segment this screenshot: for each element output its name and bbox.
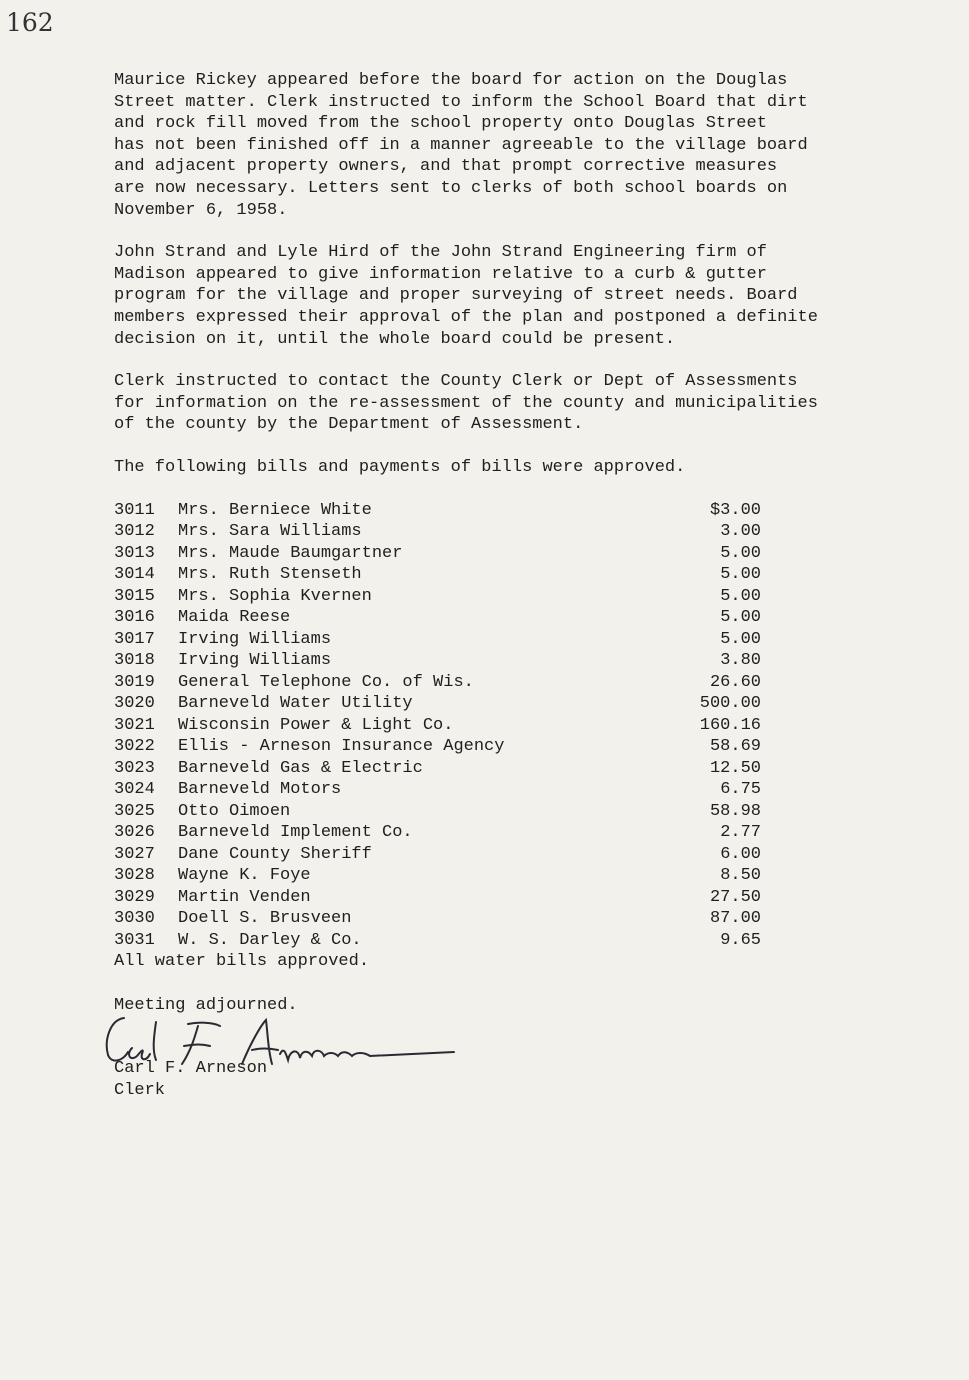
bill-number: 3017 [114, 629, 155, 649]
bill-row [114, 672, 874, 694]
bill-number: 3031 [114, 930, 155, 950]
bill-payee: Mrs. Ruth Stenseth [178, 565, 362, 584]
bill-amount: 3.80 [720, 651, 761, 670]
bill-payee: Barneveld Gas & Electric [178, 758, 423, 778]
paragraph-curb-gutter: John Strand and Lyle Hird of the John Strand Engineering firm of Madison appeared to give information relative to a curb & gutter program for the village and proper surveying of street needs. Board members expressed their approval of the plan and postponed a definite decision on it, until the whole board could be present. [114, 243, 818, 349]
signer-title: Clerk [114, 1080, 166, 1100]
bill-amount: 2.77 [720, 823, 761, 842]
signer-name: Carl F. Arneson [114, 1059, 268, 1079]
bill-payee: Irving Williams [178, 629, 332, 649]
bill-row [114, 822, 874, 844]
bill-row [114, 844, 874, 866]
bill-number: 3022 [114, 737, 155, 756]
bill-row [114, 629, 874, 651]
paragraph-douglas-street: Maurice Rickey appeared before the board for action on the Douglas Street matter. Clerk instructed to inform the School Board that dirt and rock fill moved from the school property onto Douglas Street has not been finished off in a manner agreeable to the village board and adjacent property owners, and that prompt corrective measures are now necessary. Letters sent to clerks of both school boards on November 6, 1958. [114, 71, 808, 220]
signature-image [102, 1010, 462, 1080]
bill-number: 3030 [114, 909, 155, 928]
bill-payee: Otto Oimoen [178, 801, 291, 821]
bill-amount: 5.00 [720, 629, 761, 649]
bill-amount: 26.60 [709, 672, 761, 692]
bill-amount: 160.16 [699, 715, 761, 735]
bill-payee: Ellis - Arneson Insurance Agency [178, 737, 505, 756]
bills-intro: The following bills and payments of bills were approved. [114, 457, 686, 477]
bill-amount: 12.50 [709, 758, 761, 778]
bill-number: 3020 [114, 694, 155, 713]
bill-row [114, 586, 874, 608]
bill-number: 3029 [114, 887, 155, 907]
bill-row [114, 500, 874, 522]
bill-row [114, 779, 874, 801]
meeting-adjourned: Meeting adjourned. [114, 995, 298, 1015]
bill-payee: Mrs. Berniece White [178, 500, 372, 520]
water-bills-note: All water bills approved. [114, 952, 370, 971]
bill-payee: General Telephone Co. of Wis. [178, 672, 474, 692]
bill-number: 3016 [114, 608, 155, 627]
bill-row [114, 801, 874, 823]
bill-number: 3021 [114, 715, 155, 735]
bill-payee: Irving Williams [178, 651, 332, 670]
bill-payee: Barneveld Water Utility [178, 694, 413, 713]
bill-payee: Maida Reese [178, 608, 291, 627]
minutes-document [114, 70, 874, 1101]
bill-amount: 6.75 [720, 780, 761, 799]
bill-payee: Mrs. Maude Baumgartner [178, 543, 403, 563]
bill-row [114, 715, 874, 737]
bill-amount: 6.00 [720, 844, 761, 864]
bill-payee: Mrs. Sophia Kvernen [178, 586, 372, 606]
bill-number: 3028 [114, 866, 155, 885]
bill-row [114, 887, 874, 909]
bill-amount: 9.65 [720, 930, 761, 950]
bill-number: 3011 [114, 500, 155, 520]
bill-row [114, 736, 874, 758]
bill-payee: Barneveld Implement Co. [178, 823, 413, 842]
bill-amount: 5.00 [720, 543, 761, 563]
bill-payee: Wayne K. Foye [178, 866, 311, 885]
bill-amount: 5.00 [720, 608, 761, 627]
bill-number: 3019 [114, 672, 155, 692]
bill-payee: Martin Venden [178, 887, 311, 907]
bill-row [114, 564, 874, 586]
bill-payee: Doell S. Brusveen [178, 909, 352, 928]
bill-number: 3012 [114, 522, 155, 541]
bill-amount: $3.00 [709, 500, 761, 520]
bill-amount: 5.00 [720, 565, 761, 584]
bill-row [114, 693, 874, 715]
signature-area [114, 1016, 874, 1058]
bill-amount: 27.50 [709, 887, 761, 907]
bill-row [114, 758, 874, 780]
bill-number: 3023 [114, 758, 155, 778]
bill-row [114, 521, 874, 543]
bill-number: 3025 [114, 801, 155, 821]
bill-amount: 58.98 [709, 801, 761, 821]
bill-number: 3027 [114, 844, 155, 864]
paragraph-assessment: Clerk instructed to contact the County Clerk or Dept of Assessments for information on the re-assessment of the county and municipalities of the county by the Department of Assessment. [114, 372, 818, 435]
bill-row [114, 607, 874, 629]
page-number: 162 [6, 8, 54, 37]
bill-number: 3014 [114, 565, 155, 584]
bill-number: 3024 [114, 780, 155, 799]
bill-amount: 500.00 [699, 694, 761, 713]
bill-amount: 8.50 [720, 866, 761, 885]
bill-payee: Dane County Sheriff [178, 844, 372, 864]
bill-number: 3013 [114, 543, 155, 563]
bill-payee: Barneveld Motors [178, 780, 342, 799]
bill-amount: 87.00 [709, 909, 761, 928]
bill-amount: 5.00 [720, 586, 761, 606]
bill-number: 3015 [114, 586, 155, 606]
bill-row [114, 650, 874, 672]
bill-row [114, 543, 874, 565]
bill-amount: 58.69 [709, 737, 761, 756]
bills-list [114, 500, 874, 952]
bill-row [114, 908, 874, 930]
bill-number: 3026 [114, 823, 155, 842]
bill-payee: Wisconsin Power & Light Co. [178, 715, 454, 735]
bill-amount: 3.00 [720, 522, 761, 541]
bill-payee: Mrs. Sara Williams [178, 522, 362, 541]
bill-row [114, 865, 874, 887]
bill-row [114, 930, 874, 952]
bill-payee: W. S. Darley & Co. [178, 930, 362, 950]
bill-number: 3018 [114, 651, 155, 670]
